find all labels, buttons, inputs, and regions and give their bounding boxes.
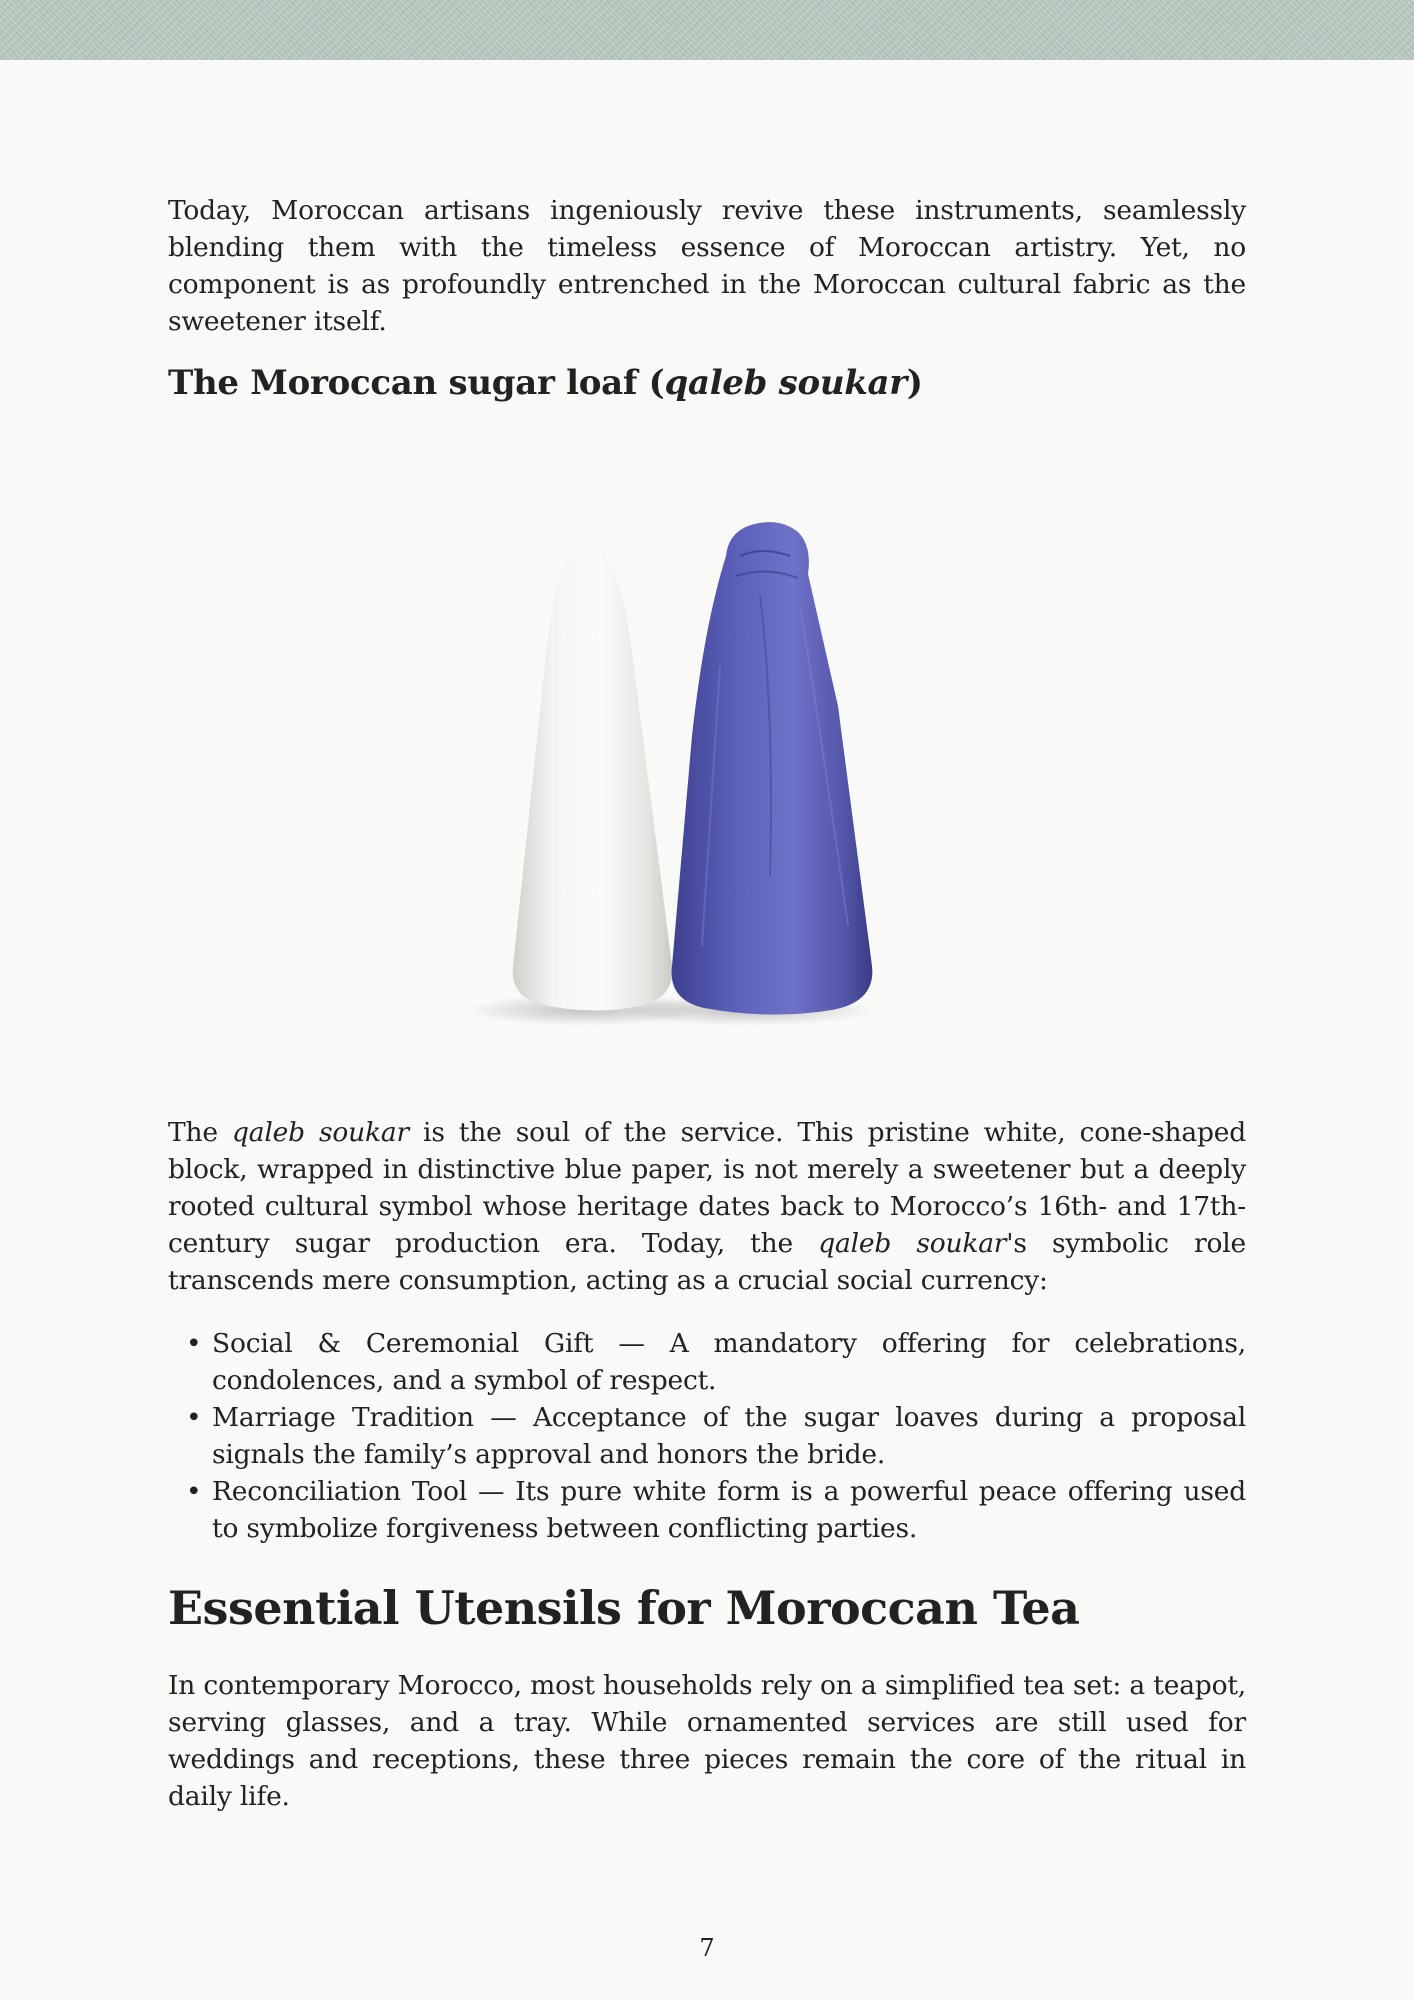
- bullet-list: [168, 1325, 1246, 1547]
- heading-italic-term: qaleb soukar: [664, 363, 907, 403]
- list-item-text: Social & Ceremonial Gift — A mandatory offering for celebrations, condolences, and a symbol of respect.: [212, 1328, 1246, 1396]
- bullet-marker: •: [186, 1402, 202, 1433]
- header-band: [0, 0, 1414, 60]
- italic-term: qaleb soukar: [818, 1228, 1007, 1259]
- list-item: [186, 1325, 1246, 1399]
- bullet-marker: •: [186, 1328, 202, 1359]
- sugar-loaf-heading: [168, 360, 1246, 406]
- white-sugar-cone: [513, 550, 673, 1010]
- list-item: [186, 1473, 1246, 1547]
- bullet-marker: •: [186, 1476, 202, 1507]
- list-item: [186, 1399, 1246, 1473]
- sugar-loaf-image: [168, 406, 1246, 1114]
- heading-text-end: ): [906, 363, 923, 403]
- sugar-loaf-paragraph: [168, 1114, 1246, 1299]
- section-heading: Essential Utensils for Moroccan Tea: [168, 1581, 1080, 1635]
- intro-paragraph: Today, Moroccan artisans ingeniously revive these instruments, seamlessly blending them with the timeless essence of Moroccan artistry. Yet, no component is as profoundly entrenched in the Moroccan cultural fabric as the sweetener itself.: [168, 195, 1246, 337]
- italic-term: qaleb soukar: [231, 1117, 409, 1148]
- text-run: 's symbolic role transcends mere consumption, acting as a crucial social currency:: [168, 1228, 1246, 1296]
- list-item-text: Marriage Tradition — Acceptance of the sugar loaves during a proposal signals the family’s approval and honors the bride.: [212, 1402, 1246, 1470]
- utensils-paragraph: In contemporary Morocco, most households rely on a simplified tea set: a teapot, serving glasses, and a tray. While ornamented services are still used for weddings and receptions, these three pieces remain the core of the ritual in daily life.: [168, 1670, 1246, 1812]
- list-item-text: Reconciliation Tool — Its pure white form is a powerful peace offering used to symbolize forgiveness between conflicting parties.: [212, 1476, 1246, 1544]
- heading-text: The Moroccan sugar loaf (: [168, 363, 665, 403]
- page-content: [168, 192, 1246, 1815]
- sugar-cones-photo: [300, 406, 1114, 1114]
- text-run: The: [168, 1117, 232, 1148]
- page-number: 7: [699, 1934, 715, 1962]
- text-run: is the soul of the service. This pristine white, cone-shaped block, wrapped in distinctive blue paper, is not merely a sweetener but a deeply rooted cultural symbol whose heritage dates back to Morocco’s 16th- and 17th-century sugar production era. Today, the: [168, 1117, 1246, 1259]
